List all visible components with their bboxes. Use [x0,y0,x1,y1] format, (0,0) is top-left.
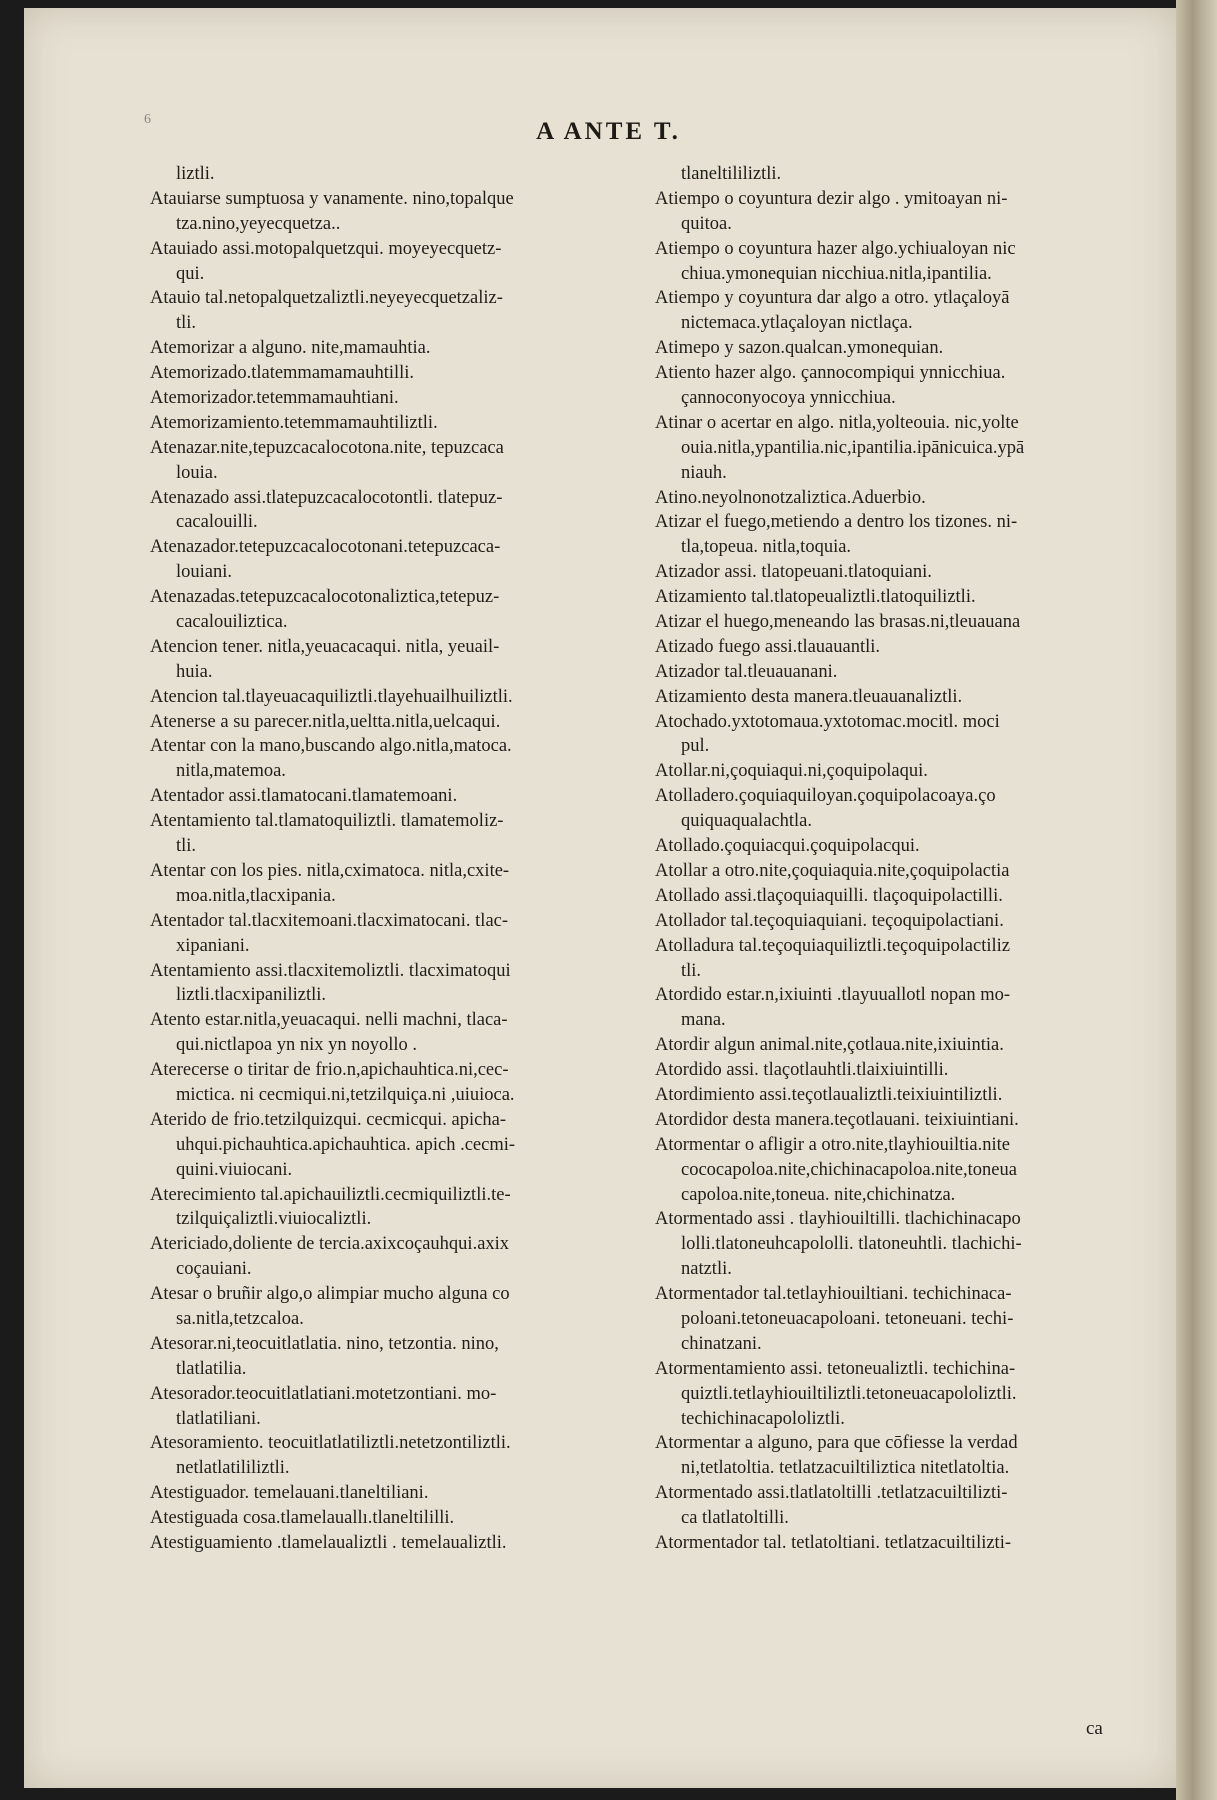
text-line: tlaneltililiztli. [681,164,782,184]
text-line: Atormentamiento assi. tetoneualiztli. techichina- [655,1358,1016,1379]
text-line: Atollador tal.teçoquiaquiani. teçoquipolactiani. [655,910,1004,931]
text-line: nictemaca.ytlaçaloyan nictlaça. [681,313,913,334]
text-line: Atizamiento desta manera.tleuauanaliztli. [655,686,963,707]
text-line: liztli. [176,164,215,184]
text-line: Atenazadas.tetepuzcacalocotonaliztica,tetepuz- [150,587,500,608]
text-line: Atiempo o coyuntura dezir algo . ymitoayan ni- [655,188,1008,209]
text-line: huia. [176,661,213,682]
text-line: chiua.ymonequian nicchiua.nitla,ipantilia. [681,263,992,284]
text-line: lolli.tlatoneuhcapololli. tlatoneuhtli. tlachichi- [681,1234,1022,1255]
text-line: Atesorar.ni,teocuitlatlatia. nino, tetzontia. nino, [150,1333,499,1354]
text-line: coçauiani. [176,1259,252,1280]
text-line: xipaniani. [176,935,250,956]
text-line: liztli.tlacxipaniliztli. [176,985,327,1006]
text-line: Atollado assi.tlaçoquiaquilli. tlaçoquipolactilli. [655,885,1003,906]
text-line: netlatlatililiztli. [176,1458,290,1479]
left-column [150,162,630,1556]
text-line: Atemorizar a alguno. nite,mamauhtia. [150,338,431,359]
text-line: louia. [176,462,218,483]
text-line: sa.nitla,tetzcaloa. [176,1308,304,1329]
text-line: Atestiguador. temelauani.tlaneltiliani. [150,1483,429,1504]
text-line: Atormentador tal. tetlatoltiani. tetlatzacuiltilizti- [655,1532,1011,1553]
text-line: tli. [681,960,702,981]
text-line: Atauiarse sumptuosa y vanamente. nino,topalque [150,188,514,209]
text-line: Atenerse a su parecer.nitla,ueltta.nitla,uelcaqui. [150,711,501,732]
text-line: quiquaqualachtla. [681,811,812,832]
text-line: cacalouilli. [176,512,258,533]
text-line: çannoconyocoya ynnicchiua. [681,388,896,409]
text-line: Atormentar o afligir a otro.nite,tlayhiouiltia.nite [655,1134,1010,1155]
text-line: louiani. [176,562,233,583]
text-line: Atemorizamiento.tetemmamauhtiliztli. [150,412,438,433]
text-line: Atolladura tal.teçoquiaquiliztli.teçoquipolactiliz [655,935,1010,956]
text-line: Atentamiento tal.tlamatoquiliztli. tlamatemoliz- [150,811,504,832]
text-line: Atizador tal.tleuauanani. [655,661,838,682]
text-line: Atentamiento assi.tlacxitemoliztli. tlacximatoqui [150,960,511,981]
text-line: Atenazado assi.tlatepuzcacalocotontli. tlatepuz- [150,487,503,508]
text-line: Atizado fuego assi.tlauauantli. [655,636,881,657]
text-line: Atauio tal.netopalquetzaliztli.neyeyecquetzaliz- [150,288,503,309]
text-line: Atentador tal.tlacxitemoani.tlacximatocani. tlac- [150,910,509,931]
text-line: uhqui.pichauhtica.apichauhtica. apich .cecmi- [176,1134,516,1155]
text-line: Atestiguamiento .tlamelaualiztli . temelaualiztli. [150,1532,507,1553]
text-line: Atencion tener. nitla,yeuacacaqui. nitla, yeuail- [150,636,500,657]
text-line: tla,topeua. nitla,toquia. [681,537,852,558]
text-line: Atollar a otro.nite,çoquiaquia.nite,çoquipolactia [655,860,1010,881]
text-line: Atizar el huego,meneando las brasas.ni,tleuauana [655,612,1021,633]
text-line: Atordimiento assi.teçotlaualiztli.teixiuintiliztli. [655,1084,1003,1105]
text-line: Aterecimiento tal.apichauiliztli.cecmiquiliztli.te- [150,1184,511,1205]
text-line: Aterecerse o tiritar de frio.n,apichauhtica.ni,cec- [150,1060,509,1081]
text-line: qui.nictlapoa yn nix yn noyollo . [176,1035,417,1056]
text-line: Atizador assi. tlatopeuani.tlatoquiani. [655,562,932,583]
text-line: tli. [176,836,197,857]
text-line: Atino.neyolnonotzaliztica.Aduerbio. [655,487,926,508]
text-line: qui. [176,263,205,284]
catchword: ca [1086,1718,1103,1739]
text-line: quitoa. [681,213,732,234]
text-line: Atericiado,doliente de tercia.axixcoçauhqui.axix [150,1234,510,1255]
right-column [655,162,1140,1556]
text-line: Atesorador.teocuitlatlatiani.motetzontiani. mo- [150,1383,497,1404]
text-line: Atentar con los pies. nitla,cximatoca. nitla,cxite- [150,860,510,881]
text-line: Atesar o bruñir algo,o alimpiar mucho alguna co [150,1284,510,1305]
text-line: Atochado.yxtotomaua.yxtotomac.mocitl. moci [655,711,1000,732]
text-line: Atenazador.tetepuzcacalocotonani.tetepuzcaca- [150,537,501,558]
text-line: Atencion tal.tlayeuacaquiliztli.tlayehuailhuiliztli. [150,686,513,707]
text-line: chinatzani. [681,1333,762,1354]
text-line: tlatlatiliani. [176,1408,261,1429]
text-line: tlatlatilia. [176,1358,247,1379]
text-line: capoloa.nite,toneua. nite,chichinatza. [681,1184,956,1205]
text-line: tzilquiçaliztli.viuiocaliztli. [176,1209,372,1230]
text-line: Atentar con la mano,buscando algo.nitla,matoca. [150,736,512,757]
text-line: mana. [681,1010,726,1031]
text-line: Atormentador tal.tetlayhiouiltiani. techichinaca- [655,1284,1012,1305]
text-line: pul. [681,736,710,757]
text-line: Atollado.çoquiacqui.çoquipolacqui. [655,836,920,857]
text-line: Atemorizado.tlatemmamamauhtilli. [150,363,415,384]
text-line: Aterido de frio.tetzilquizqui. cecmicqui. apicha- [150,1109,506,1130]
text-line: Atordir algun animal.nite,çotlaua.nite,ixiuintia. [655,1035,1004,1056]
text-line: moa.nitla,tlacxipania. [176,885,336,906]
text-line: Atiento hazer algo. çannocompiqui ynnicchiua. [655,363,1006,384]
text-line: niauh. [681,462,727,483]
text-line: poloani.tetoneuacapoloani. tetoneuani. techi- [681,1308,1014,1329]
text-line: Atormentar a alguno, para que cōfiesse la verdad [655,1433,1018,1454]
text-line: quini.viuiocani. [176,1159,293,1180]
text-line: Atento estar.nitla,yeuacaqui. nelli machni, tlaca- [150,1010,508,1031]
text-line: ni,tetlatoltia. tetlatzacuiltiliztica nitetlatoltia. [681,1458,1010,1479]
text-line: techichinacapololiztli. [681,1408,845,1429]
text-line: Atesoramiento. teocuitlatlatiliztli.netetzontiliztli. [150,1433,511,1454]
text-line: Atestiguada cosa.tlamelauallı.tlaneltililli. [150,1508,455,1529]
text-line: Atenazar.nite,tepuzcacalocotona.nite, tepuzcaca [150,437,504,458]
text-line: Atordido assi. tlaçotlauhtli.tlaixiuintilli. [655,1060,949,1081]
text-line: Atormentado assi.tlatlatoltilli .tetlatzacuiltilizti- [655,1483,1008,1504]
text-line: cacalouiliztica. [176,612,288,633]
text-line: Atemorizador.tetemmamauhtiani. [150,388,399,409]
text-line: cococapoloa.nite,chichinacapoloa.nite,toneua [681,1159,1017,1180]
folio-number: 6 [144,112,151,127]
text-line: Atordido estar.n,ixiuinti .tlayuuallotl nopan mo- [655,985,1011,1006]
text-line: Atormentado assi . tlayhiouiltilli. tlachichinacapo [655,1209,1021,1230]
text-line: Atordidor desta manera.teçotlauani. teixiuintiani. [655,1109,1019,1130]
text-line: Atizamiento tal.tlatopeualiztli.tlatoquiliztli. [655,587,976,608]
text-line: ouia.nitla,ypantilia.nic,ipantilia.ipānicuica.ypā [681,437,1025,458]
text-line: tza.nino,yeyecquetza.. [176,213,341,234]
text-line: Atauiado assi.motopalquetzqui. moyeyecquetz- [150,238,502,259]
text-line: Atentador assi.tlamatocani.tlamatemoani. [150,786,458,807]
next-page-edge [1176,0,1217,1800]
text-line: natztli. [681,1259,732,1280]
text-line: mictica. ni cecmiqui.ni,tetzilquiça.ni ,uiuioca. [176,1084,515,1105]
text-line: tli. [176,313,197,334]
text-line: Atizar el fuego,metiendo a dentro los tizones. ni- [655,512,1018,533]
text-line: Atimepo y sazon.qualcan.ymonequian. [655,338,944,359]
text-line: quiztli.tetlayhiouiltiliztli.tetoneuacapololiztli. [681,1383,1017,1404]
text-line: Atiempo o coyuntura hazer algo.ychiualoyan nic [655,238,1016,259]
text-line: Atolladero.çoquiaquiloyan.çoquipolacoaya.ço [655,786,996,807]
text-line: ca tlatlatoltilli. [681,1508,789,1529]
text-line: Atinar o acertar en algo. nitla,yolteouia. nic,yolte [655,412,1019,433]
text-line: Atollar.ni,çoquiaqui.ni,çoquipolaqui. [655,761,928,782]
text-line: Atiempo y coyuntura dar algo a otro. ytlaçaloyā [655,288,1010,309]
text-line: nitla,matemoa. [176,761,286,782]
running-head: A ANTE T. [536,118,681,145]
